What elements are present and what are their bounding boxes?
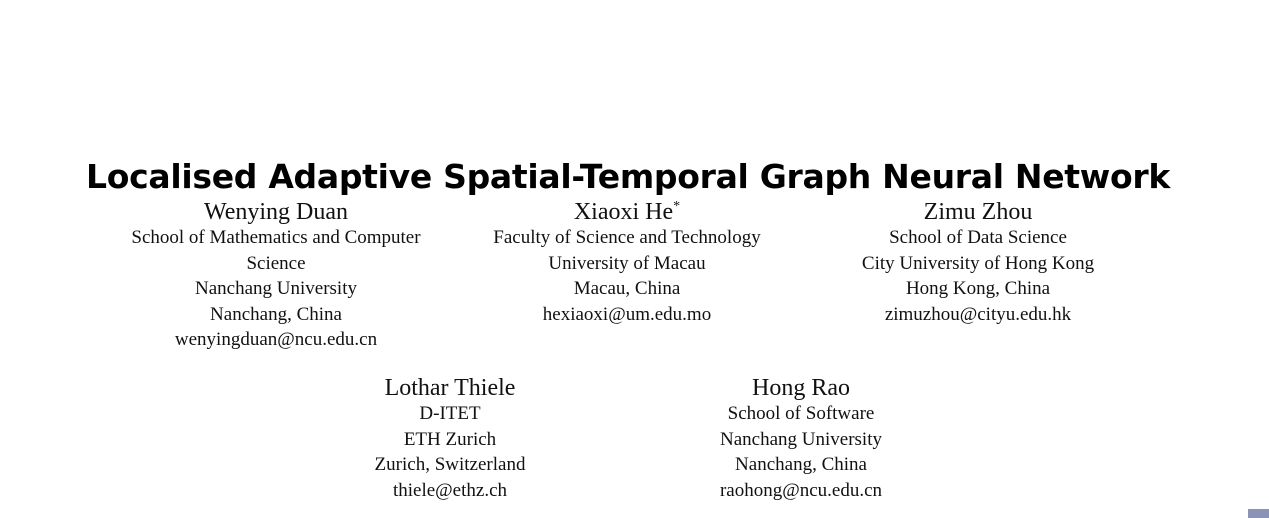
author-institution: University of Macau: [548, 252, 706, 274]
author-affiliation: Faculty of Science and Technology: [493, 227, 761, 248]
author-location: Hong Kong, China: [905, 278, 1051, 300]
author-institution: City University of Hong Kong: [861, 252, 1095, 274]
author-block-zimu-zhou: [822, 197, 1134, 327]
author-email: zimuzhou@cityu.edu.hk: [884, 303, 1072, 325]
author-block-wenying-duan: [100, 197, 452, 353]
scrollbar-thumb[interactable]: [1248, 509, 1269, 518]
author-email: hexiaoxi@um.edu.mo: [542, 303, 712, 325]
author-email: raohong@ncu.edu.cn: [719, 479, 883, 501]
author-affiliation: School of Mathematics and Computer Science: [131, 227, 421, 274]
author-name: Lothar Thiele: [384, 375, 516, 401]
author-institution: Nanchang University: [720, 428, 882, 450]
author-name-row: [460, 197, 794, 227]
author-location: Nanchang, China: [735, 454, 867, 476]
author-block-xiaoxi-he: [460, 197, 794, 327]
paper-title: Localised Adaptive Spatial-Temporal Graph Neural Network: [86, 157, 1170, 197]
author-institution: Nanchang University: [195, 278, 357, 300]
author-email: wenyingduan@ncu.edu.cn: [174, 329, 378, 351]
author-institution: ETH Zurich: [403, 428, 497, 450]
author-name: Hong Rao: [752, 375, 850, 401]
author-affiliation: D-ITET: [419, 403, 481, 424]
author-affiliation: School of Software: [727, 403, 875, 424]
author-block-hong-rao: [681, 373, 921, 503]
author-name: Xiaoxi He: [573, 199, 674, 225]
author-email: thiele@ethz.ch: [392, 479, 508, 501]
author-affiliation: School of Data Science: [889, 227, 1067, 248]
author-name: Zimu Zhou: [923, 199, 1033, 225]
corresponding-author-mark: *: [673, 199, 681, 214]
author-name: Wenying Duan: [203, 199, 349, 225]
author-block-lothar-thiele: [330, 373, 570, 503]
author-location: Macau, China: [573, 278, 681, 300]
author-location: Zurich, Switzerland: [374, 454, 526, 476]
author-location: Nanchang, China: [210, 303, 342, 325]
